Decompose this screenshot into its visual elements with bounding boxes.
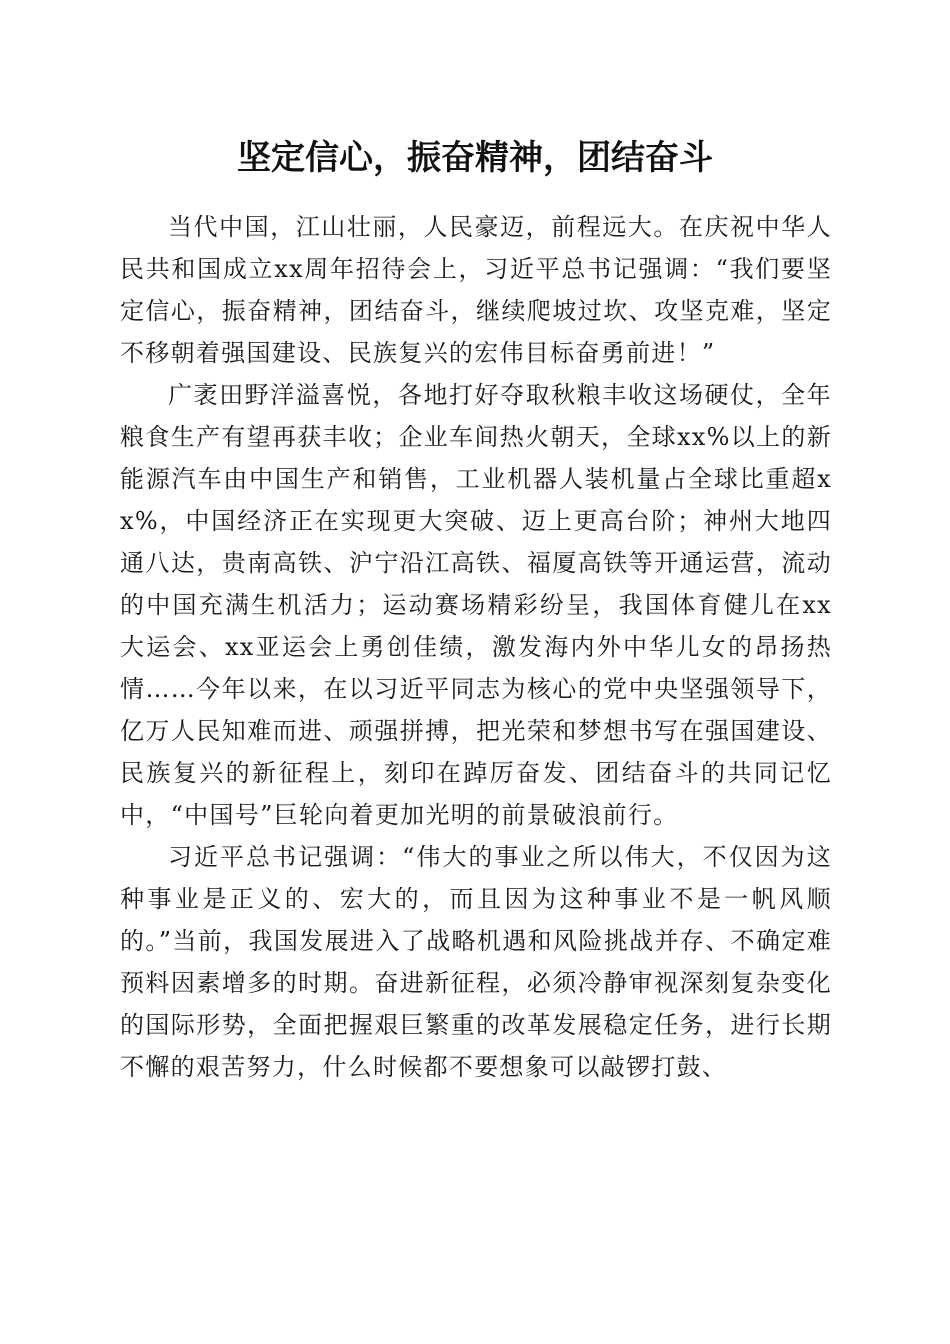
document-title: 坚定信心，振奋精神，团结奋斗 <box>237 138 713 178</box>
document-body <box>120 206 832 1088</box>
paragraph-1: 当代中国，江山壮丽，人民豪迈，前程远大。在庆祝中华人民共和国成立xx周年招待会上，习近平总书记强调：“我们要坚定信心，振奋精神，团结奋斗，继续爬坡过坎、攻坚克难，坚定不移朝着强国建设、民族复兴的宏伟目标奋勇前进！” <box>120 213 832 367</box>
paragraph-2: 广袤田野洋溢喜悦，各地打好夺取秋粮丰收这场硬仗，全年粮食生产有望再获丰收；企业车间热火朝天，全球xx%以上的新能源汽车由中国生产和销售，工业机器人装机量占全球比重超xx%，中国经济正在实现更大突破、迈上更高台阶；神州大地四通八达，贵南高铁、沪宁沿江高铁、福厦高铁等开通运营，流动的中国充满生机活力；运动赛场精彩纷呈，我国体育健儿在xx大运会、xx亚运会上勇创佳绩，激发海内外中华儿女的昂扬热情……今年以来，在以习近平同志为核心的党中央坚强领导下，亿万人民知难而进、顽强拼搏，把光荣和梦想书写在强国建设、民族复兴的新征程上，刻印在踔厉奋发、团结奋斗的共同记忆中，“中国号”巨轮向着更加光明的前景破浪前行。 <box>120 381 832 829</box>
paragraph-3: 习近平总书记强调：“伟大的事业之所以伟大，不仅因为这种事业是正义的、宏大的，而且因为这种事业不是一帆风顺的。”当前，我国发展进入了战略机遇和风险挑战并存、不确定难预料因素增多的时期。奋进新征程，必须冷静审视深刻复杂变化的国际形势，全面把握艰巨繁重的改革发展稳定任务，进行长期不懈的艰苦努力，什么时候都不要想象可以敲锣打鼓、 <box>120 843 832 1081</box>
